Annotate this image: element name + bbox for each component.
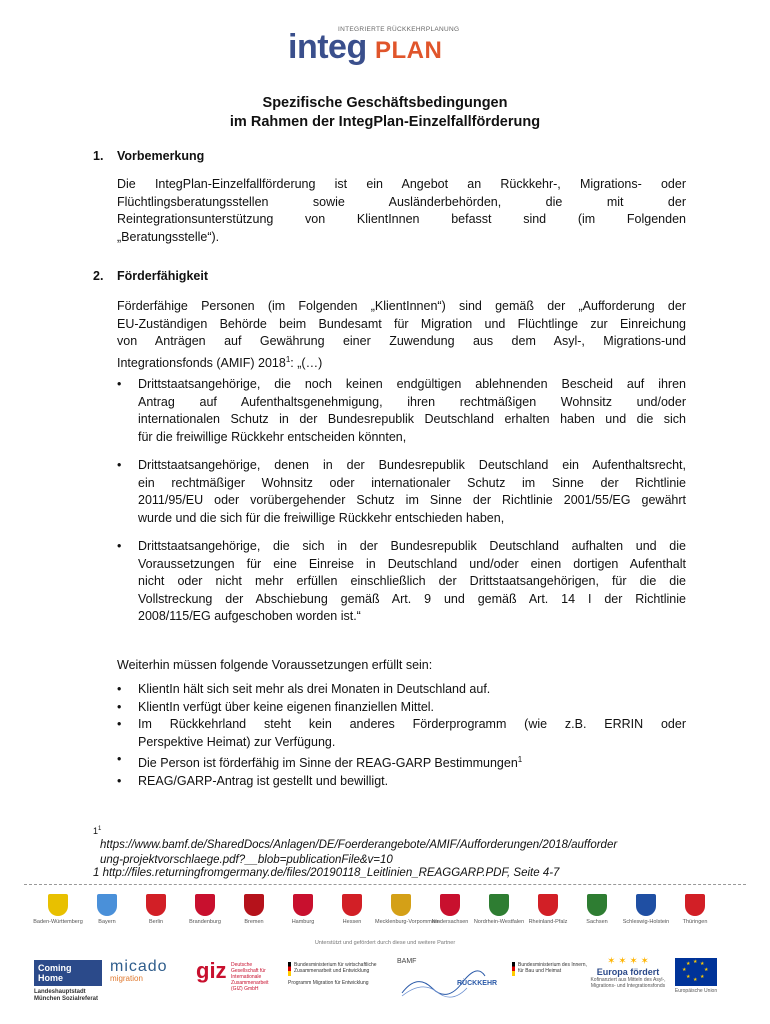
footnote-ref: 1	[517, 755, 523, 764]
micado-sub: migration	[110, 974, 143, 983]
state-crest-icon	[293, 894, 313, 916]
list-item	[117, 773, 686, 791]
list-item	[117, 699, 686, 717]
bmi-logo	[512, 962, 592, 1002]
section2-intro	[117, 298, 686, 372]
condition-text: KlientIn hält sich seit mehr als drei Monaten in Deutschland auf.	[138, 682, 491, 696]
condition-text: Im Rückkehrland steht kein anderes Förderprogramm (wie z.B. ERRIN oder	[138, 717, 686, 731]
state-name: Niedersachsen	[431, 919, 469, 925]
item-line: internationalen Schutz in der Bundesrepublik Deutschland erhalten haben und die sich	[138, 412, 686, 426]
item-line: wurde und die sich für die freiwillige Rückkehr entschieden haben,	[138, 510, 505, 525]
footnote-url-line: ung-projektvorschlaege.pdf?__blob=publicationFile&v=10	[100, 854, 393, 866]
page-title-line2: im Rahmen der IntegPlan-Einzelfallförderung	[229, 114, 541, 130]
partners-row	[30, 954, 730, 1014]
item-line: Antrag auf Aufenthaltsgenehmigung, ihren rechtmäßigen Wohnsitz und/oder	[138, 394, 686, 409]
europa-foerdert-logo	[585, 956, 671, 1004]
german-flag-icon	[512, 962, 515, 976]
giz-sub: Deutsche Gesellschaft für Internationale Zusammenarbeit (GIZ) GmbH	[231, 962, 269, 992]
condition-text-cont: Perspektive Heimat) zur Verfügung.	[138, 734, 336, 749]
section1-paragraph	[117, 176, 686, 246]
item-line: für die freiwillige Rückkehr entscheiden könnten,	[138, 429, 407, 444]
item-line: Drittstaatsangehörige, die noch keinen endgültigen ablehnenden Bescheid auf ihren	[138, 377, 686, 391]
state-crest-icon	[48, 894, 68, 916]
state-name: Berlin	[148, 919, 164, 925]
bullet-icon: •	[117, 717, 122, 731]
giz-logo	[196, 958, 296, 998]
state-name: Hamburg	[291, 919, 315, 925]
intro-line: EU-Zuständigen Behörde beim Bundesamt für Migration und Flüchtlinge zur Einreichung	[117, 316, 686, 331]
footnote-number: 1	[93, 826, 99, 836]
footnote-marker-sup: 1	[98, 826, 102, 832]
section1-line: Die IntegPlan-Einzelfallförderung ist ein Angebot an Rückkehr-, Migrations- oder	[117, 177, 686, 191]
state-logo	[179, 894, 231, 934]
bmz-logo	[288, 962, 386, 1008]
footnote-link-2[interactable]: 1 http://files.returningfromgermany.de/files/20190118_Leitlinien_REAGGARP.PDF, Seite 4-7	[93, 867, 560, 879]
state-crest-icon	[391, 894, 411, 916]
state-crest-icon	[685, 894, 705, 916]
logo-integ: integ	[288, 28, 367, 66]
page-title-line1: Spezifische Geschäftsbedingungen	[262, 95, 508, 111]
state-name: Bayern	[98, 919, 116, 925]
state-crest-icon	[636, 894, 656, 916]
state-logo	[228, 894, 280, 934]
list-item	[117, 716, 686, 751]
state-logo	[522, 894, 574, 934]
eligibility-list	[117, 376, 686, 626]
state-crest-icon	[146, 894, 166, 916]
section1-heading	[93, 149, 204, 163]
item-line: Drittstaatsangehörige, die sich in der Bundesrepublik Deutschland aufhalten und die	[138, 539, 686, 553]
footer-divider	[24, 884, 746, 885]
eu-flag-logo	[673, 958, 719, 1004]
state-name: Brandenburg	[189, 919, 221, 925]
state-logo	[81, 894, 133, 934]
state-name: Bremen	[244, 919, 264, 925]
state-logo	[277, 894, 329, 934]
state-logo	[375, 894, 440, 934]
list-item	[117, 751, 686, 773]
condition-text: KlientIn verfügt über keine eigenen finanziellen Mittel.	[138, 699, 435, 714]
state-logo	[130, 894, 182, 934]
giz-title: giz	[196, 958, 227, 983]
section1-line: Reintegrationsunterstützung von KlientInnen befasst sind (im Folgenden	[117, 212, 686, 226]
bmz-sub: Programm Migration für Entwicklung	[288, 980, 369, 986]
item-line: Drittstaatsangehörige, denen in der Bundesrepublik Deutschland ein Aufenthaltsrecht,	[138, 458, 686, 472]
footnote-marker	[93, 826, 101, 836]
list-item	[117, 538, 686, 626]
state-name: Mecklenburg-Vorpommern	[375, 919, 440, 925]
condition-text: REAG/GARP-Antrag ist gestellt und bewilligt.	[138, 773, 389, 788]
section1-line: Flüchtlingsberatungsstellen sowie Ausländerbehörden, die mit der	[117, 194, 686, 209]
bmi-title: Bundesministerium des Innern, für Bau und Heimat	[518, 962, 587, 974]
item-line: 2011/95/EU oder vorübergehender Schutz im Sinne der Richtlinie 2001/55/EG gewährt	[138, 493, 686, 507]
section1-title: Vorbemerkung	[117, 149, 205, 163]
state-crest-icon	[440, 894, 460, 916]
bullet-icon: •	[117, 539, 122, 553]
bamf-logo	[397, 958, 497, 1008]
list-item	[117, 376, 686, 446]
eu-sub: Kofinanziert aus Mitteln des Asyl-, Migrations- und Integrationsfonds	[590, 977, 666, 989]
bullet-icon: •	[117, 699, 122, 714]
state-logo	[473, 894, 525, 934]
section1-line: „Beratungsstelle“).	[117, 229, 220, 244]
bmz-title: Bundesministerium für wirtschaftliche Zusammenarbeit und Entwicklung	[294, 962, 377, 974]
eu-title: Europa fördert	[596, 967, 660, 977]
state-logo	[669, 894, 721, 934]
coming-home-sub: Landeshauptstadt München Sozialreferat	[34, 989, 99, 1002]
state-crest-icon	[489, 894, 509, 916]
bullet-icon: •	[117, 377, 122, 391]
list-item	[117, 457, 686, 527]
state-logo	[620, 894, 672, 934]
intro-last-text: Integrationsfonds (AMIF) 2018	[117, 355, 286, 370]
eu-stars-icon: ✶ ✶ ✶ ✶	[607, 956, 649, 967]
list-item	[117, 681, 686, 699]
logo-tagline: INTEGRIERTE RÜCKKEHRPLANUNG	[338, 26, 460, 33]
federal-states-row	[32, 894, 732, 934]
bullet-icon: •	[117, 458, 122, 472]
state-name: Schleswig-Holstein	[622, 919, 670, 925]
footnote-ref: 1	[285, 354, 291, 364]
logo-plan: PLAN	[375, 37, 443, 64]
state-name: Hessen	[342, 919, 362, 925]
item-line: nicht oder nicht mehr erfüllen einschließlich der Drittstaatsangehörigen, für die die	[138, 574, 686, 588]
conditions-list	[117, 681, 686, 790]
bullet-icon: •	[117, 752, 122, 766]
item-line: Voraussetzungen für eine Einreise in Deutschland und/oder einen dortigen Aufenthalt	[138, 556, 686, 571]
eu-flag-icon: ★ ★ ★ ★ ★ ★ ★ ★	[675, 958, 717, 986]
section2-title: Förderfähigkeit	[117, 269, 208, 283]
state-crest-icon	[195, 894, 215, 916]
item-line: ein rechtmäßiger Wohnsitz oder internationaler Schutz im Sinne der Richtlinie	[138, 475, 686, 490]
section1-number: 1.	[93, 149, 104, 163]
eu-flag-label: Europäische Union	[674, 988, 718, 994]
state-crest-icon	[97, 894, 117, 916]
section2-number: 2.	[93, 269, 104, 283]
state-name: Sachsen	[586, 919, 608, 925]
bullet-icon: •	[117, 773, 122, 788]
intro-line: von Anträgen auf Gewährung einer Zuwendung aus dem Asyl-, Migrations-und	[117, 334, 686, 348]
micado-logo	[110, 958, 192, 1008]
state-logo	[424, 894, 476, 934]
further-requirements-intro: Weiterhin müssen folgende Voraussetzungen erfüllt sein:	[117, 658, 433, 672]
german-flag-icon	[288, 962, 291, 976]
intro-line-last	[117, 351, 686, 373]
state-crest-icon	[587, 894, 607, 916]
intro-line: Förderfähige Personen (im Folgenden „KlientInnen“) sind gemäß der „Aufforderung der	[117, 299, 686, 313]
section2-heading	[93, 269, 208, 283]
cofinance-note: Unterstützt und gefördert durch diese und weitere Partner	[314, 940, 456, 946]
condition-text: Die Person ist förderfähig im Sinne der REAG-GARP Bestimmungen	[138, 756, 518, 771]
state-logo	[32, 894, 84, 934]
state-crest-icon	[538, 894, 558, 916]
integplan-logo	[288, 26, 468, 72]
state-name: Nordrhein-Westfalen	[473, 919, 525, 925]
footnote-url-line: https://www.bamf.de/SharedDocs/Anlagen/DE/Foerderangebote/AMIF/Aufforderungen/2018/aufforder	[100, 839, 618, 851]
state-name: Rheinland-Pfalz	[528, 919, 568, 925]
intro-last-post: : „(…)	[290, 355, 323, 370]
coming-home-title: Coming Home	[34, 960, 102, 986]
state-crest-icon	[342, 894, 362, 916]
item-line: 2008/115/EG aufgeschoben worden ist.“	[138, 609, 361, 623]
state-logo	[326, 894, 378, 934]
bullet-icon: •	[117, 682, 122, 696]
item-line: Vollstreckung der Abschiebung gemäß Art. 9 und gemäß Art. 14 I der Richtlinie	[138, 591, 686, 606]
state-name: Thüringen	[682, 919, 708, 925]
state-crest-icon	[244, 894, 264, 916]
state-name: Baden-Württemberg	[33, 919, 83, 925]
coming-home-logo	[34, 960, 102, 1008]
micado-title: micado	[110, 958, 168, 975]
rueckkehr-label: RÜCKKEHR	[457, 980, 498, 987]
bamf-title: BAMF	[397, 958, 417, 965]
state-logo	[571, 894, 623, 934]
footnote-link-1[interactable]	[100, 838, 700, 868]
